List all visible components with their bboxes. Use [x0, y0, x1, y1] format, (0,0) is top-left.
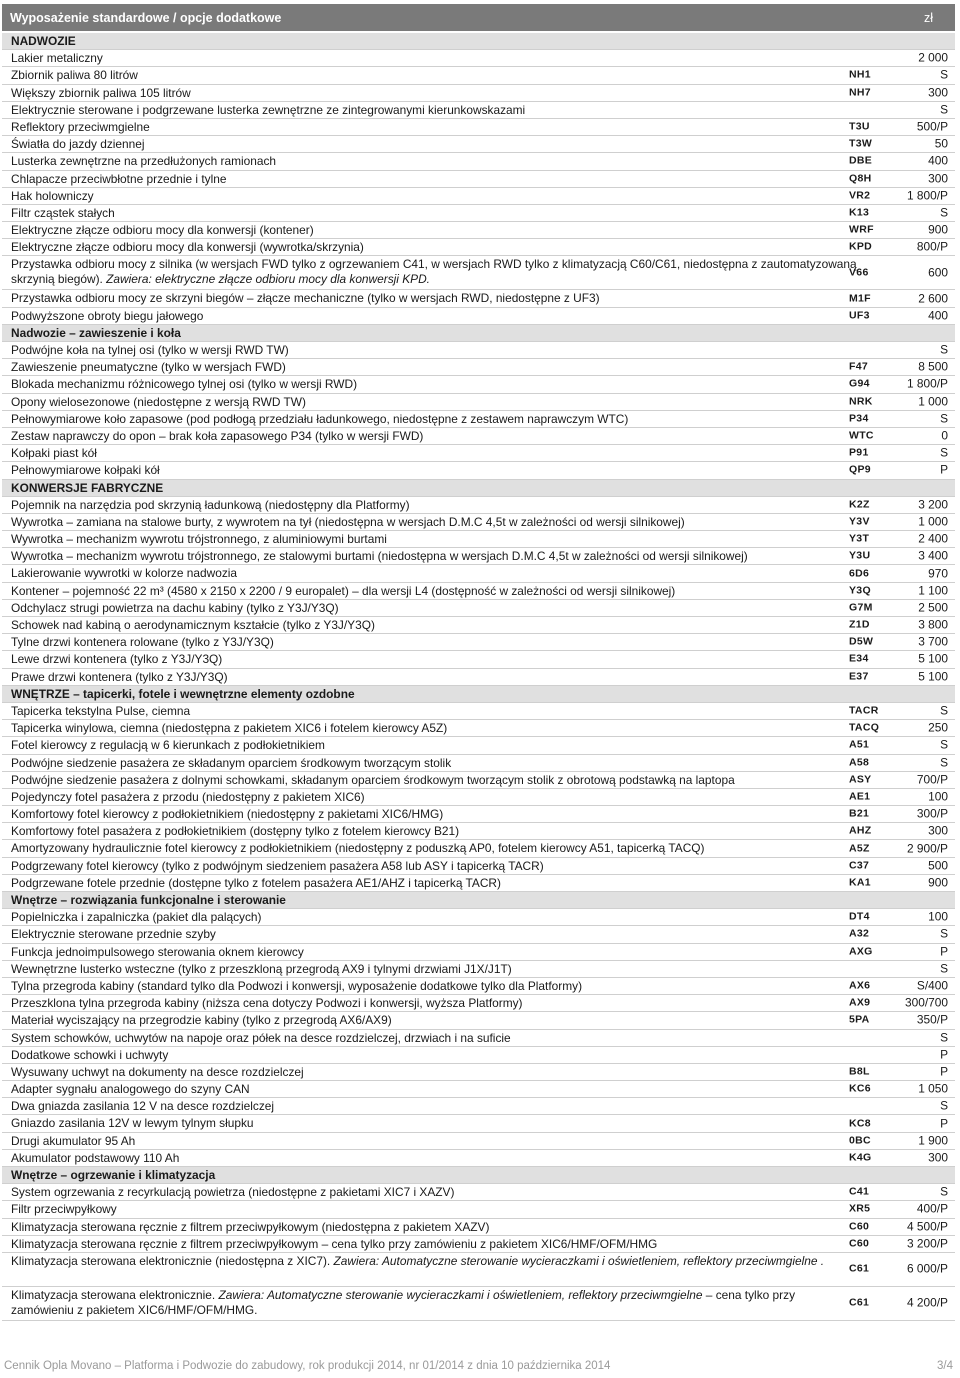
table-row [2, 359, 955, 376]
section-title: Wnętrze – ogrzewanie i klimatyzacja [11, 1168, 216, 1182]
table-row [2, 1030, 955, 1047]
option-code: 6D6 [849, 567, 870, 580]
option-price: 2 400 [918, 531, 948, 546]
option-name: Tylna przegroda kabiny (standard tylko dla Podwozi i konwersji, wyposażenie dodatkowe tylko dla Platformy) [11, 978, 583, 993]
table-row [2, 1098, 955, 1115]
option-code: G94 [849, 377, 870, 390]
option-name: Odchylacz strugi powietrza na dachu kabiny (tylko z Y3J/Y3Q) [11, 600, 339, 615]
option-price: 970 [928, 566, 948, 581]
table-row [2, 737, 955, 754]
table-row [2, 239, 955, 256]
option-price: 3 800 [918, 617, 948, 632]
table-row [2, 119, 955, 136]
option-code: NH7 [849, 86, 871, 99]
option-code: K13 [849, 206, 870, 219]
option-price: P [940, 462, 948, 477]
option-name: Tapicerka tekstylna Pulse, ciemna [11, 703, 191, 718]
option-name: Zawieszenie pneumatyczne (tylko w wersjach FWD) [11, 360, 286, 375]
option-code: A51 [849, 738, 870, 751]
table-row [2, 583, 955, 600]
option-name: Wywrotka – zamiana na stalowe burty, z wywrotem na tył (niedostępna w wersjach D.M.C 4,5t w zależności od wersji silnikowej) [11, 514, 685, 529]
table-row [2, 188, 955, 205]
option-code: C60 [849, 1237, 870, 1250]
option-name: Klimatyzacja sterowana elektronicznie. Zawiera: Automatyczne sterowanie wycieraczkami i oświetleniem, reflektory przeciwmgielne – cena tylko przy zamówieniu z pakietem XIC6/HMF/OFM/HMG. [11, 1287, 796, 1317]
table-row [2, 428, 955, 445]
option-code: Y3T [849, 532, 870, 545]
option-name: Prawe drzwi kontenera (tylko z Y3J/Y3Q) [11, 669, 228, 684]
option-price: 400 [928, 153, 948, 168]
option-price: 3 400 [918, 548, 948, 563]
option-code: A5Z [849, 842, 870, 855]
table-row [2, 514, 955, 531]
option-note: Zawiera: Automatyczne sterowanie wycieraczkami i oświetleniem, reflektory przeciwmgielne . [333, 1253, 825, 1268]
option-code: WRF [849, 223, 874, 236]
option-code: XR5 [849, 1202, 871, 1215]
option-name: Elektrycznie sterowane i podgrzewane lusterka zewnętrzne ze zintegrowanymi kierunkowskazami [11, 102, 526, 117]
option-code: TACR [849, 704, 879, 717]
option-price: 2 900/P [907, 841, 948, 856]
table-row [2, 445, 955, 462]
option-name: Światła do jazdy dziennej [11, 137, 145, 152]
table-row [2, 1287, 955, 1321]
option-code: TACQ [849, 721, 880, 734]
option-name: Akumulator podstawowy 110 Ah [11, 1150, 180, 1165]
option-name: Amortyzowany hydraulicznie fotel kierowcy z podłokietnikiem (niedostępny z poduszką AP0, fotelem kierowcy A51, tapicerką TACQ) [11, 841, 705, 856]
option-name: Materiał wyciszający na przegrodzie kabiny (tylko z przegrodą AX6/AX9) [11, 1013, 392, 1028]
option-price: P [940, 1116, 948, 1131]
table-row [2, 1064, 955, 1081]
option-code: 0BC [849, 1134, 871, 1147]
option-price: 1 100 [918, 583, 948, 598]
option-name: Lusterka zewnętrzne na przedłużonych ramionach [11, 154, 277, 169]
option-price: 900 [928, 222, 948, 237]
table-row [2, 978, 955, 995]
table-header [2, 4, 955, 31]
option-price: 6 000/P [907, 1261, 948, 1276]
table-row [2, 806, 955, 823]
option-price: 3 200 [918, 497, 948, 512]
option-price: 900 [928, 875, 948, 890]
option-name: Reflektory przeciwmgielne [11, 119, 150, 134]
table-row [2, 909, 955, 926]
option-price: 1 800/P [907, 188, 948, 203]
option-note: Zawiera: elektryczne złącze odbioru mocy dla konwersji KPD. [106, 272, 430, 287]
option-price: S [940, 102, 948, 117]
option-name: System ogrzewania z recyrkulacją powietrza (niedostępne z pakietami XIC7 i XAZV) [11, 1185, 455, 1200]
table-row [2, 85, 955, 102]
table-row [2, 600, 955, 617]
option-name: Komfortowy fotel kierowcy z podłokietnikiem (niedostępny z pakietami XIC6/HMG) [11, 807, 444, 822]
section-header [2, 686, 955, 703]
option-code: AX6 [849, 979, 871, 992]
table-row [2, 720, 955, 737]
option-code: E37 [849, 670, 869, 683]
table-row [2, 1012, 955, 1029]
option-price: S [940, 67, 948, 82]
table-row [2, 1201, 955, 1218]
table-row [2, 772, 955, 789]
option-code: AXG [849, 945, 873, 958]
option-price: 250 [928, 720, 948, 735]
table-row [2, 944, 955, 961]
option-name: Podwójne siedzenie pasażera ze składanym oparciem środkowym tworzącym stolik [11, 755, 452, 770]
option-price: 3 200/P [907, 1236, 948, 1251]
option-name: Podwójne siedzenie pasażera z dolnymi schowkami, składanym oparciem środkowym tworzącym stolik z obrotową podstawką na laptopa [11, 772, 735, 787]
option-name: Tylne drzwi kontenera rolowane (tylko z Y3J/Y3Q) [11, 635, 274, 650]
option-code: C37 [849, 859, 870, 872]
section-title: Wnętrze – rozwiązania funkcjonalne i sterowanie [11, 893, 286, 907]
option-name: Drugi akumulator 95 Ah [11, 1133, 136, 1148]
option-name: Tapicerka winylowa, ciemna (niedostępna z pakietem XIC6 i fotelem kierowcy A5Z) [11, 721, 448, 736]
table-row [2, 1184, 955, 1201]
option-price: S [940, 755, 948, 770]
option-price: S [940, 1184, 948, 1199]
option-code: AHZ [849, 824, 872, 837]
option-price: 100 [928, 789, 948, 804]
option-code: M1F [849, 292, 871, 305]
option-name: Wywrotka – mechanizm wywrotu trójstronnego, z aluminiowymi burtami [11, 532, 387, 547]
option-code: VR2 [849, 189, 871, 202]
table-row [2, 342, 955, 359]
option-code: A58 [849, 756, 870, 769]
option-code: KC6 [849, 1082, 871, 1095]
table-row [2, 102, 955, 119]
option-price: 3 700 [918, 634, 948, 649]
section-header [2, 480, 955, 497]
table-row [2, 290, 955, 307]
option-name: Zestaw naprawczy do opon – brak koła zapasowego P34 (tylko w wersji FWD) [11, 428, 424, 443]
option-price: 1 000 [918, 394, 948, 409]
option-name: Przystawka odbioru mocy ze skrzyni biegów – złącze mechaniczne (tylko w wersjach RWD, niedostępne z UF3) [11, 291, 600, 306]
option-price: S [940, 961, 948, 976]
option-name: Pojemnik na narzędzia pod skrzynią ładunkową (niedostępny dla Platformy) [11, 497, 410, 512]
option-code: AE1 [849, 790, 871, 803]
option-name: Kontener – pojemność 22 m³ (4580 x 2150 x 2200 / 9 europalet) – dla wersji L4 (dostępność w zależności od wersji silnikowej) [11, 583, 676, 598]
table-row [2, 840, 955, 857]
option-name: Lakierowanie wywrotki w kolorze nadwozia [11, 566, 238, 581]
option-code: KC8 [849, 1117, 871, 1130]
option-code: G7M [849, 601, 873, 614]
table-row [2, 394, 955, 411]
option-name: Podwójne koła na tylnej osi (tylko w wersji RWD TW) [11, 343, 289, 357]
option-code: C61 [849, 1296, 870, 1309]
option-price: 0 [941, 428, 948, 443]
option-price: 350/P [916, 1012, 948, 1027]
option-price: 8 500 [918, 359, 948, 374]
option-code: B8L [849, 1065, 870, 1078]
table-row [2, 411, 955, 428]
option-name: Komfortowy fotel pasażera z podłokietnikiem (dostępny tylko z fotelem kierowcy B21) [11, 824, 460, 839]
table-row [2, 617, 955, 634]
option-code: K2Z [849, 498, 870, 511]
table-row [2, 497, 955, 514]
option-name: Zbiornik paliwa 80 litrów [11, 68, 138, 83]
option-price: S [940, 737, 948, 752]
option-name: Kołpaki piast kół [11, 446, 97, 461]
option-price: P [940, 944, 948, 959]
option-price: S/400 [916, 978, 948, 993]
option-code: Y3U [849, 549, 871, 562]
option-price: 700/P [916, 772, 948, 787]
option-price: 4 200/P [907, 1295, 948, 1310]
option-name: Przeszklona tylna przegroda kabiny (niższa cena dotyczy Podwozi i konwersji, wyższa Platformy) [11, 996, 523, 1011]
table-row [2, 67, 955, 84]
option-code: DT4 [849, 910, 870, 923]
table-row [2, 1236, 955, 1253]
option-price: 500 [928, 858, 948, 873]
table-row [2, 548, 955, 565]
option-price: S [940, 445, 948, 460]
option-price: 300/700 [905, 995, 948, 1010]
option-price: 300 [928, 85, 948, 100]
option-price: 2 600 [918, 291, 948, 306]
option-name: Przystawka odbioru mocy z silnika (w wersjach FWD tylko z ogrzewaniem C41, w wersjach RWD tylko z klimatyzacją C60/C61, niedostępna z zautomatyzowaną skrzynią biegów). Zawiera: elektryczne złącze odbioru mocy dla konwersji KPD. [11, 257, 857, 287]
footer [2, 1359, 955, 1375]
option-name: Wysuwany uchwyt na dokumenty na desce rozdzielczej [11, 1064, 304, 1079]
option-code: T3U [849, 120, 870, 133]
table-row [2, 462, 955, 479]
option-price: 2 500 [918, 600, 948, 615]
section-header [2, 892, 955, 909]
option-note: Zawiera: Automatyczne sterowanie wycieraczkami i oświetleniem, reflektory przeciwmgielne [218, 1287, 703, 1302]
option-price: 1 900 [918, 1133, 948, 1148]
option-name: Gniazdo zasilania 12V w lewym tylnym słupku [11, 1116, 254, 1131]
table-row [2, 755, 955, 772]
table-row [2, 153, 955, 170]
option-name: Lakier metaliczny [11, 51, 103, 66]
option-name: Funkcja jednoimpulsowego sterowania oknem kierowcy [11, 944, 304, 959]
option-price: S [940, 205, 948, 220]
option-price: 1 000 [918, 514, 948, 529]
table-row [2, 565, 955, 582]
section-title: WNĘTRZE – tapicerki, fotele i wewnętrzne elementy ozdobne [11, 686, 355, 701]
option-code: C60 [849, 1220, 870, 1233]
option-code: P91 [849, 446, 869, 459]
option-code: WTC [849, 429, 874, 442]
section-header [2, 1167, 955, 1184]
option-code: Y3V [849, 515, 870, 528]
table-row [2, 171, 955, 188]
currency-label: zł [923, 11, 933, 25]
option-name: Pojedynczy fotel pasażera z przodu (niedostępny z pakietem XIC6) [11, 789, 365, 804]
table-row [2, 634, 955, 651]
option-name: Dodatkowe schowki i uchwyty [11, 1047, 169, 1062]
option-price: S [940, 926, 948, 941]
option-price: 300 [928, 823, 948, 838]
table-row [2, 1081, 955, 1098]
option-price: S [940, 1098, 948, 1113]
option-name: Elektryczne złącze odbioru mocy dla konwersji (wywrotka/skrzynia) [11, 240, 364, 255]
option-price: 5 100 [918, 651, 948, 666]
option-price: 800/P [916, 239, 948, 254]
table-row [2, 961, 955, 978]
option-code: UF3 [849, 309, 870, 322]
table-row [2, 789, 955, 806]
table-row [2, 926, 955, 943]
option-name: Opony wielosezonowe (niedostępne z wersją RWD TW) [11, 394, 306, 409]
table-row [2, 376, 955, 393]
option-price: S [940, 1030, 948, 1045]
option-code: V66 [849, 266, 869, 279]
option-code: QP9 [849, 463, 871, 476]
price-table [2, 33, 955, 1321]
section-title: KONWERSJE FABRYCZNE [11, 480, 164, 495]
option-name: Fotel kierowcy z regulacją w 6 kierunkach z podłokietnikiem [11, 738, 325, 753]
table-row [2, 531, 955, 548]
table-row [2, 1115, 955, 1132]
table-row [2, 1219, 955, 1236]
table-row [2, 1047, 955, 1064]
option-name: Elektrycznie sterowane przednie szyby [11, 927, 216, 942]
section-title: Nadwozie – zawieszenie i koła [11, 325, 181, 340]
option-price: 100 [928, 909, 948, 924]
option-name: Podgrzewane fotele przednie (dostępne tylko z fotelem pasażera AE1/AHZ i tapicerką TACR) [11, 875, 501, 890]
section-header [2, 325, 955, 342]
option-price: S [940, 411, 948, 426]
option-name: Pełnowymiarowe koło zapasowe (pod podłogą przedziału ładunkowego, niedostępne z zestawem naprawczym WTC) [11, 411, 629, 426]
option-code: KA1 [849, 876, 871, 889]
section-title: NADWOZIE [11, 34, 76, 48]
table-row [2, 256, 955, 290]
table-row [2, 995, 955, 1012]
option-name: Chlapacze przeciwbłotne przednie i tylne [11, 171, 227, 186]
option-code: A32 [849, 927, 870, 940]
option-name: Filtr cząstek stałych [11, 205, 115, 220]
option-code: D5W [849, 635, 874, 648]
option-name: Blokada mechanizmu różnicowego tylnej osi (tylko w wersji RWD) [11, 377, 358, 392]
page-number: 3/4 [937, 1360, 953, 1372]
option-price: S [940, 342, 948, 357]
option-name: Klimatyzacja sterowana elektronicznie (niedostępna z XIC7). Zawiera: Automatyczne sterowanie wycieraczkami i oświetleniem, reflektory przeciwmgielne . [11, 1253, 825, 1268]
option-code: ASY [849, 773, 872, 786]
option-code: DBE [849, 154, 873, 167]
table-row [2, 222, 955, 239]
option-name: System schowków, uchwytów na napoje oraz półek na desce rozdzielczej, drzwiach i na suficie [11, 1030, 511, 1045]
option-code: 5PA [849, 1013, 870, 1026]
option-name: Lewe drzwi kontenera (tylko z Y3J/Y3Q) [11, 652, 223, 667]
table-row [2, 823, 955, 840]
option-code: Y3Q [849, 584, 871, 597]
option-price: 1 800/P [907, 376, 948, 391]
option-code: C41 [849, 1185, 870, 1198]
option-price: 2 000 [918, 50, 948, 65]
option-name: Hak holowniczy [11, 188, 94, 203]
option-price: S [940, 703, 948, 718]
option-price: 300/P [916, 806, 948, 821]
option-code: NRK [849, 395, 873, 408]
table-row [2, 136, 955, 153]
table-row [2, 651, 955, 668]
option-price: 400 [928, 308, 948, 323]
option-code: KPD [849, 240, 873, 253]
option-price: 500/P [916, 119, 948, 134]
option-price: 400/P [916, 1201, 948, 1216]
table-row [2, 669, 955, 686]
option-code: C61 [849, 1262, 870, 1275]
table-row [2, 1150, 955, 1167]
table-row [2, 308, 955, 325]
option-price: 50 [934, 136, 948, 151]
option-code: E34 [849, 652, 869, 665]
table-row [2, 875, 955, 892]
option-code: NH1 [849, 68, 871, 81]
table-row [2, 1253, 955, 1287]
table-row [2, 858, 955, 875]
option-name: Podwyższone obroty biegu jałowego [11, 308, 204, 323]
option-name: Wewnętrzne lusterko wsteczne (tylko z przeszkloną przegrodą AX9 i tylnymi drzwiami J1X/J1T) [11, 961, 512, 976]
option-code: F47 [849, 360, 868, 373]
table-row [2, 205, 955, 222]
table-row [2, 703, 955, 720]
option-price: 300 [928, 1150, 948, 1165]
option-price: 4 500/P [907, 1219, 948, 1234]
option-name: Filtr przeciwpyłkowy [11, 1202, 117, 1217]
option-code: Q8H [849, 172, 872, 185]
option-code: T3W [849, 137, 873, 150]
table-row [2, 50, 955, 67]
option-name: Klimatyzacja sterowana ręcznie z filtrem przeciwpyłkowym – cena tylko przy zamówieniu z pakietem XIC6/HMF/OFM/HMG [11, 1236, 658, 1251]
section-header [2, 33, 955, 50]
option-name: Adapter sygnału analogowego do szyny CAN [11, 1082, 250, 1097]
table-row [2, 1133, 955, 1150]
option-name: Popielniczka i zapalniczka (pakiet dla palących) [11, 910, 262, 925]
option-name: Elektryczne złącze odbioru mocy dla konwersji (kontener) [11, 223, 314, 238]
option-name: Większy zbiornik paliwa 105 litrów [11, 85, 191, 100]
option-price: P [940, 1064, 948, 1079]
option-price: P [940, 1047, 948, 1062]
option-price: 5 100 [918, 669, 948, 684]
option-price: 300 [928, 171, 948, 186]
footer-text: Cennik Opla Movano – Platforma i Podwozie do zabudowy, rok produkcji 2014, nr 01/2014 z dnia 10 października 2014 [4, 1360, 611, 1372]
option-name: Klimatyzacja sterowana ręcznie z filtrem przeciwpyłkowym (niedostępna z pakietem XAZV) [11, 1219, 490, 1234]
option-price: 600 [928, 265, 948, 280]
option-name: Wywrotka – mechanizm wywrotu trójstronnego, ze stalowymi burtami (niedostępna w wersjach D.M.C 4,5t w zależności od wersji silnikowej) [11, 549, 748, 564]
option-name: Schowek nad kabiną o aerodynamicznym kształcie (tylko z Y3J/Y3Q) [11, 618, 375, 632]
option-code: AX9 [849, 996, 871, 1009]
option-name: Pełnowymiarowe kołpaki kół [11, 463, 160, 478]
option-code: K4G [849, 1151, 872, 1164]
option-name: Podgrzewany fotel kierowcy (tylko z podwójnym siedzeniem pasażera A58 lub ASY i tapicerką TACR) [11, 858, 544, 873]
option-price: 1 050 [918, 1081, 948, 1096]
table-title: Wyposażenie standardowe / opcje dodatkowe [10, 11, 282, 25]
option-code: B21 [849, 807, 870, 820]
option-name: Dwa gniazda zasilania 12 V na desce rozdzielczej [11, 1099, 275, 1114]
option-code: P34 [849, 412, 869, 425]
option-code: Z1D [849, 618, 870, 631]
